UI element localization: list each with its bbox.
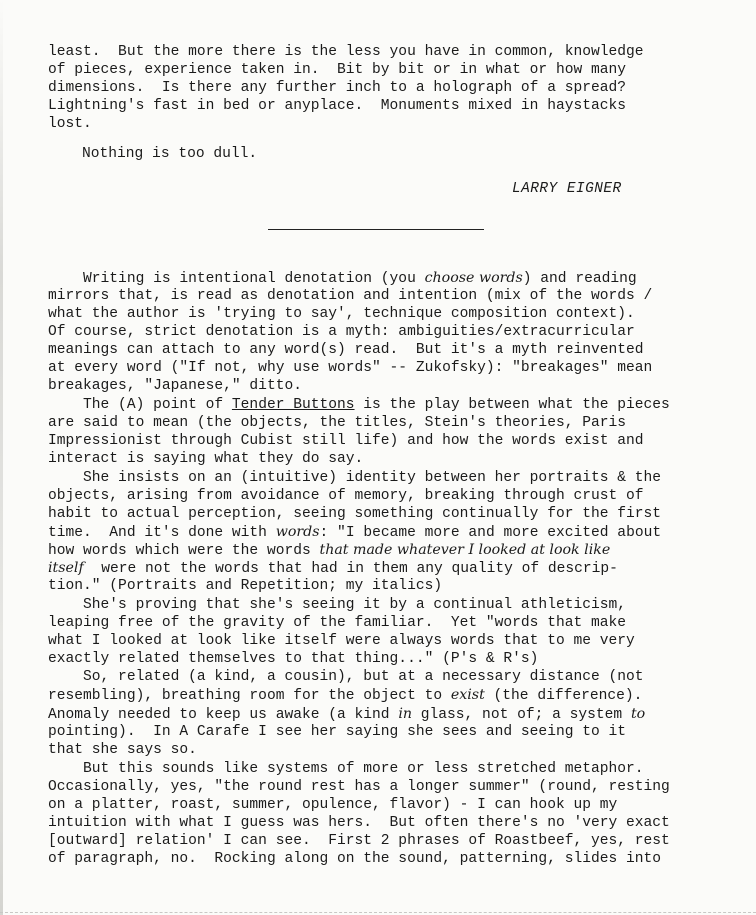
- text-line: what I looked at look like itself were always words that to me very: [48, 633, 635, 649]
- text-line: intuition with what I guess was hers. But often there's no 'very exact: [48, 815, 670, 831]
- text-line: exactly related themselves to that thing..." (P's & R's): [48, 651, 539, 667]
- text-line: Lightning's fast in bed or anyplace. Monuments mixed in haystacks: [48, 98, 627, 114]
- text-line: lost.: [48, 116, 92, 132]
- italic-text: choose words: [424, 270, 523, 286]
- text-line: resembling), breathing room for the object to exist (the difference).: [48, 687, 643, 704]
- italic-text: in: [398, 706, 412, 722]
- text-line: She's proving that she's seeing it by a continual athleticism,: [48, 597, 627, 613]
- text-line: pointing). In A Carafe I see her saying she sees and seeing to it: [48, 724, 627, 740]
- text-line: interact is saying what they do say.: [48, 451, 364, 467]
- text-line: what the author is 'trying to say', technique composition context).: [48, 306, 635, 322]
- text-line: leaping free of the gravity of the familiar. Yet "words that make: [48, 615, 627, 631]
- text-line: Writing is intentional denotation (you choose words) and reading: [48, 270, 637, 287]
- text-line: of paragraph, no. Rocking along on the sound, patterning, slides into: [48, 851, 662, 867]
- text-line: that she says so.: [48, 742, 197, 758]
- text-line: of pieces, experience taken in. Bit by bit or in what or how many: [48, 62, 627, 78]
- text-line: The (A) point of Tender Buttons is the play between what the pieces: [48, 397, 670, 413]
- text-line: breakages, "Japanese," ditto.: [48, 378, 302, 394]
- text-line: time. And it's done with words: "I became more and more excited about: [48, 524, 662, 541]
- text-line: tion." (Portraits and Repetition; my italics): [48, 578, 443, 594]
- text-line: on a platter, roast, summer, opulence, flavor) - I can hook up my: [48, 797, 618, 813]
- text-line: So, related (a kind, a cousin), but at a necessary distance (not: [48, 669, 644, 685]
- text-line: least. But the more there is the less you have in common, knowledge: [48, 44, 644, 60]
- text-line: She insists on an (intuitive) identity between her portraits & the: [48, 470, 662, 486]
- text-line: mirrors that, is read as denotation and intention (mix of the words /: [48, 288, 653, 304]
- text-line: are said to mean (the objects, the titles, Stein's theories, Paris: [48, 415, 627, 431]
- text-line: But this sounds like systems of more or less stretched metaphor.: [48, 761, 644, 777]
- section-divider: [268, 229, 484, 230]
- underlined-title: Tender Buttons: [231, 397, 355, 413]
- italic-text: itself: [48, 560, 84, 576]
- text-line: habit to actual perception, seeing something continually for the first: [48, 506, 662, 522]
- text-line: Anomaly needed to keep us awake (a kind in glass, not of; a system to: [48, 706, 646, 723]
- text-line: at every word ("If not, why use words" -- Zukofsky): "breakages" mean: [48, 360, 653, 376]
- closing-line: Nothing is too dull.: [82, 146, 258, 162]
- text-line: [outward] relation' I can see. First 2 phrases of Roastbeef, yes, rest: [48, 833, 670, 849]
- text-line: objects, arising from avoidance of memory, breaking through crust of: [48, 488, 644, 504]
- italic-text: to: [630, 706, 646, 722]
- text-line: how words which were the words that made whatever I looked at look like: [48, 542, 611, 559]
- italic-text: that made whatever I looked at look like: [319, 542, 611, 558]
- text-line: meanings can attach to any word(s) read. But it's a myth reinvented: [48, 342, 644, 358]
- page-left-edge: [0, 0, 3, 915]
- italic-text: exist: [450, 687, 485, 703]
- text-line: dimensions. Is there any further inch to a holograph of a spread?: [48, 80, 627, 96]
- page-bottom-edge: [0, 912, 756, 913]
- italic-text: words: [275, 524, 320, 540]
- text-line: Occasionally, yes, "the round rest has a longer summer" (round, resting: [48, 779, 670, 795]
- text-line: Impressionist through Cubist still life) and how the words exist and: [48, 433, 644, 449]
- text-line: itself were not the words that had in them any quality of descrip-: [48, 560, 618, 577]
- author-signature: LARRY EIGNER: [512, 181, 622, 197]
- text-line: Of course, strict denotation is a myth: ambiguities/extracurricular: [48, 324, 635, 340]
